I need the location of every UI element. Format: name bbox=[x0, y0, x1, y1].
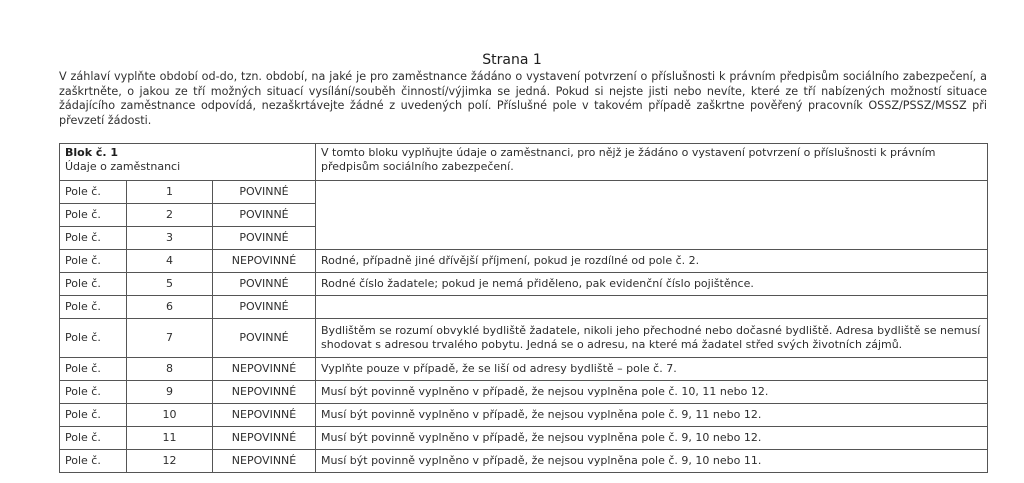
field-status: NEPOVINNÉ bbox=[213, 250, 316, 273]
table-row bbox=[60, 250, 988, 273]
field-number: 5 bbox=[127, 273, 213, 296]
field-label: Pole č. bbox=[60, 404, 127, 427]
field-number: 12 bbox=[127, 450, 213, 473]
field-label: Pole č. bbox=[60, 358, 127, 381]
table-row bbox=[60, 273, 988, 296]
field-label: Pole č. bbox=[60, 250, 127, 273]
field-note: Rodné číslo žadatele; pokud je nemá přiděleno, pak evidenční číslo pojištěnce. bbox=[316, 273, 988, 296]
field-number: 10 bbox=[127, 404, 213, 427]
page-title: Strana 1 bbox=[482, 52, 542, 68]
field-number: 1 bbox=[127, 181, 213, 204]
block-heading: Blok č. 1 bbox=[65, 146, 119, 159]
block-header-row bbox=[60, 144, 988, 181]
field-label: Pole č. bbox=[60, 273, 127, 296]
table-row bbox=[60, 319, 988, 358]
field-label: Pole č. bbox=[60, 450, 127, 473]
block-description: V tomto bloku vyplňujte údaje o zaměstnanci, pro nějž je žádáno o vystavení potvrzení o příslušnosti k právním předpisům sociálního zabezpečení. bbox=[316, 144, 988, 181]
table-row bbox=[60, 296, 988, 319]
field-label: Pole č. bbox=[60, 181, 127, 204]
field-status: NEPOVINNÉ bbox=[213, 427, 316, 450]
field-note: Musí být povinně vyplněno v případě, že nejsou vyplněna pole č. 10, 11 nebo 12. bbox=[316, 381, 988, 404]
field-label: Pole č. bbox=[60, 427, 127, 450]
field-note bbox=[316, 181, 988, 250]
field-number: 7 bbox=[127, 319, 213, 358]
field-number: 8 bbox=[127, 358, 213, 381]
field-label: Pole č. bbox=[60, 319, 127, 358]
table-row bbox=[60, 181, 988, 204]
field-note: Musí být povinně vyplněno v případě, že nejsou vyplněna pole č. 9, 11 nebo 12. bbox=[316, 404, 988, 427]
field-status: NEPOVINNÉ bbox=[213, 404, 316, 427]
intro-paragraph: V záhlaví vyplňte období od-do, tzn. období, na jaké je pro zaměstnance žádáno o vystavení potvrzení o příslušnosti k právním předpisům sociálního zabezpečení, a zaškrtněte, o jakou ze tří možných situací vysílání/souběh činností/výjimka se jedná. Pokud si nejste jisti nebo nevíte, které ze tří nabízených možností situace žádajícího zaměstnance odpovídá, nezaškrtávejte žádné z uvedených polí. Příslušné pole v takovém případě zaškrtne pověřený pracovník OSSZ/PSSZ/MSSZ při převzetí žádosti. bbox=[59, 70, 987, 127]
field-number: 3 bbox=[127, 227, 213, 250]
table-row bbox=[60, 404, 988, 427]
field-label: Pole č. bbox=[60, 296, 127, 319]
field-note: Rodné, případně jiné dřívější příjmení, pokud je rozdílné od pole č. 2. bbox=[316, 250, 988, 273]
field-status: POVINNÉ bbox=[213, 227, 316, 250]
table-row bbox=[60, 381, 988, 404]
table-row bbox=[60, 427, 988, 450]
field-status: NEPOVINNÉ bbox=[213, 358, 316, 381]
block-subheading: Údaje o zaměstnanci bbox=[65, 160, 181, 173]
field-status: POVINNÉ bbox=[213, 273, 316, 296]
field-table bbox=[59, 143, 988, 473]
table-row bbox=[60, 358, 988, 381]
field-note: Vyplňte pouze v případě, že se liší od adresy bydliště – pole č. 7. bbox=[316, 358, 988, 381]
field-note: Musí být povinně vyplněno v případě, že nejsou vyplněna pole č. 9, 10 nebo 12. bbox=[316, 427, 988, 450]
field-status: NEPOVINNÉ bbox=[213, 381, 316, 404]
field-number: 4 bbox=[127, 250, 213, 273]
field-status: NEPOVINNÉ bbox=[213, 450, 316, 473]
field-status: POVINNÉ bbox=[213, 204, 316, 227]
field-note: Bydlištěm se rozumí obvyklé bydliště žadatele, nikoli jeho přechodné nebo dočasné bydliště. Adresa bydliště se nemusí shodovat s adresou trvalého pobytu. Jedná se o adresu, na které má žadatel střed svých životních zájmů. bbox=[316, 319, 988, 358]
field-label: Pole č. bbox=[60, 227, 127, 250]
field-status: POVINNÉ bbox=[213, 296, 316, 319]
field-status: POVINNÉ bbox=[213, 181, 316, 204]
field-note: Musí být povinně vyplněno v případě, že nejsou vyplněna pole č. 9, 10 nebo 11. bbox=[316, 450, 988, 473]
field-number: 2 bbox=[127, 204, 213, 227]
field-note bbox=[316, 296, 988, 319]
field-number: 11 bbox=[127, 427, 213, 450]
field-number: 9 bbox=[127, 381, 213, 404]
field-number: 6 bbox=[127, 296, 213, 319]
field-label: Pole č. bbox=[60, 381, 127, 404]
block-heading-cell bbox=[60, 144, 316, 181]
table-row bbox=[60, 450, 988, 473]
field-label: Pole č. bbox=[60, 204, 127, 227]
field-status: POVINNÉ bbox=[213, 319, 316, 358]
